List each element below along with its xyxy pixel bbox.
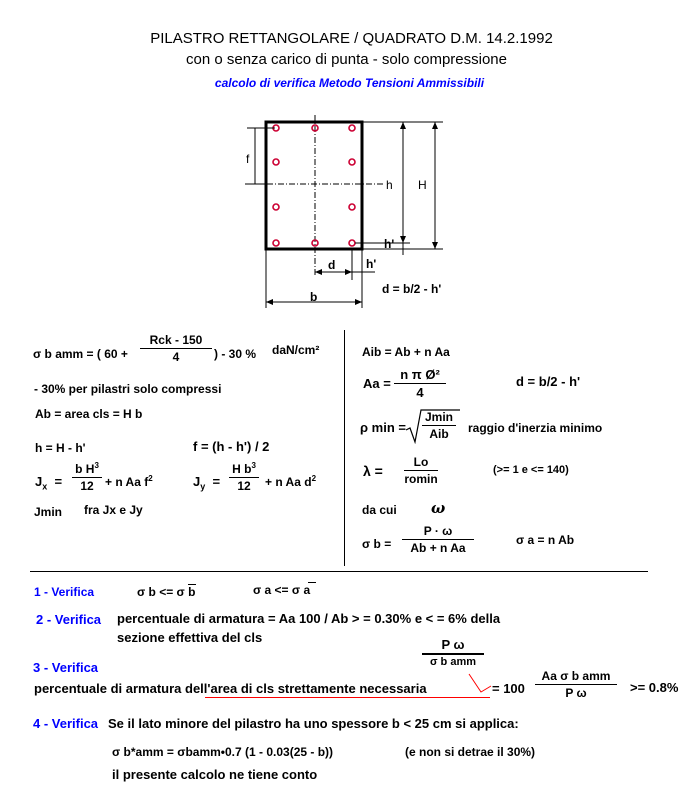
rebar-dot: [349, 125, 355, 131]
verifica-1-label: 1 - Verifica: [34, 585, 95, 599]
verifica-3-label: 3 - Verifica: [33, 660, 99, 675]
sigma-tail: ) - 30 %: [214, 347, 257, 361]
verifica-3-eq: = 100: [492, 681, 525, 696]
page-title: PILASTRO RETTANGOLARE / QUADRATO D.M. 14.2.1992: [150, 30, 553, 47]
sigma-bamm-lhs: σ b amm = ( 60 +: [33, 347, 128, 361]
jmin-label: Jmin: [34, 505, 63, 519]
verifica-2-text: percentuale di armatura = Aa 100 / Ab > = 0.30% e < = 6% della: [117, 611, 501, 626]
label-d: d: [328, 258, 336, 272]
rho-description: raggio d'inerzia minimo: [468, 421, 603, 435]
lambda-lhs: λ =: [363, 463, 383, 479]
unit-dancm2: daN/cm²: [272, 343, 320, 357]
label-h: h: [386, 178, 393, 192]
label-hprime-bottom: h': [366, 257, 377, 271]
sigma-b-lhs: σ b =: [362, 537, 392, 551]
rebar-dot: [349, 159, 355, 165]
omega-symbol: ω: [431, 499, 446, 517]
label-hprime: h': [384, 237, 395, 251]
page-subtitle: con o senza carico di punta - solo compressione: [185, 51, 507, 68]
rebar-dot: [273, 204, 279, 210]
verifica-3-fraction: Aa σ b amm P ω: [535, 669, 617, 700]
jx-fraction: b $H^3$ 12: [72, 461, 102, 493]
rho-lhs: ρ min =: [360, 420, 406, 435]
rebar-dot: [349, 240, 355, 246]
verifica-1-formula-b: σ a <= σ a: [253, 583, 311, 597]
verifica-4-formula: σ b*amm = σbamm•0.7 (1 - 0.03(25 - b)): [112, 745, 334, 759]
d-definition-right: d = b/2 - h': [516, 374, 581, 389]
verifica-1-formula-a: σ b <= σ b: [137, 585, 196, 599]
label-H: H: [418, 178, 427, 192]
verifica-3-limit: >= 0.8%: [630, 680, 679, 695]
label-f: f: [246, 152, 250, 166]
h-definition: h = H - h': [35, 441, 86, 455]
jx-lhs: $J_x$ =: [35, 474, 63, 492]
method-caption: calcolo di verifica Metodo Tensioni Ammissibili: [214, 76, 485, 90]
verifica-2-label: 2 - Verifica: [36, 612, 102, 627]
column-divider: [344, 330, 345, 566]
verifica-4-label: 4 - Verifica: [33, 716, 99, 731]
label-b: b: [310, 290, 318, 304]
sigma-a-formula: σ a = n Ab: [516, 533, 575, 547]
sigma-b-fraction: P · ω Ab + n Aa: [402, 524, 474, 555]
section-divider: [30, 571, 648, 572]
f-definition: f = (h - h') / 2: [193, 439, 270, 454]
aa-fraction: n π Ø² 4: [394, 367, 446, 400]
verifica-4-text: Se il lato minore del pilastro ha uno spessore b < 25 cm si applica:: [108, 716, 519, 731]
verifica-2-text2: sezione effettiva del cls: [117, 630, 263, 645]
jy-fraction: H $b^3$ 12: [229, 461, 259, 493]
lambda-range: (>= 1 e <= 140): [493, 464, 569, 476]
rebar-dot: [273, 240, 279, 246]
red-annotation-arrow: [465, 670, 495, 700]
rebar-group: [273, 125, 355, 246]
verifica-4-note: (e non si detrae il 30%): [405, 745, 536, 759]
rho-fraction: Jmin Aib: [422, 410, 456, 441]
verifica-3-pomega-fraction: P ω σ b amm: [422, 637, 484, 668]
lambda-fraction: Lo romin: [404, 455, 438, 486]
rebar-dot: [349, 204, 355, 210]
jmin-text: fra Jx e Jy: [84, 503, 143, 517]
jx-tail: + n Aa $f^2$: [105, 474, 153, 489]
aa-lhs: Aa =: [363, 376, 391, 391]
verifica-4-last: il presente calcolo ne tiene conto: [112, 767, 318, 782]
formula-d-diagram: d = b/2 - h': [382, 282, 442, 296]
red-underline: [205, 697, 490, 698]
note-30-percent: - 30% per pilastri solo compressi: [34, 382, 222, 396]
rebar-dot: [273, 159, 279, 165]
aib-definition: Aib = Ab + n Aa: [362, 345, 450, 359]
ab-definition: Ab = area cls = H b: [35, 407, 143, 421]
rck-fraction: Rck - 150 4: [140, 333, 212, 364]
section-rectangle: [266, 122, 362, 249]
da-cui: da cui: [362, 503, 397, 517]
verifica-3-text: percentuale di armatura dell'area di cls strettamente necessaria: [34, 681, 427, 696]
jy-lhs: $J_y$ =: [193, 474, 221, 492]
jy-tail: + n Aa $d^2$: [265, 474, 317, 489]
